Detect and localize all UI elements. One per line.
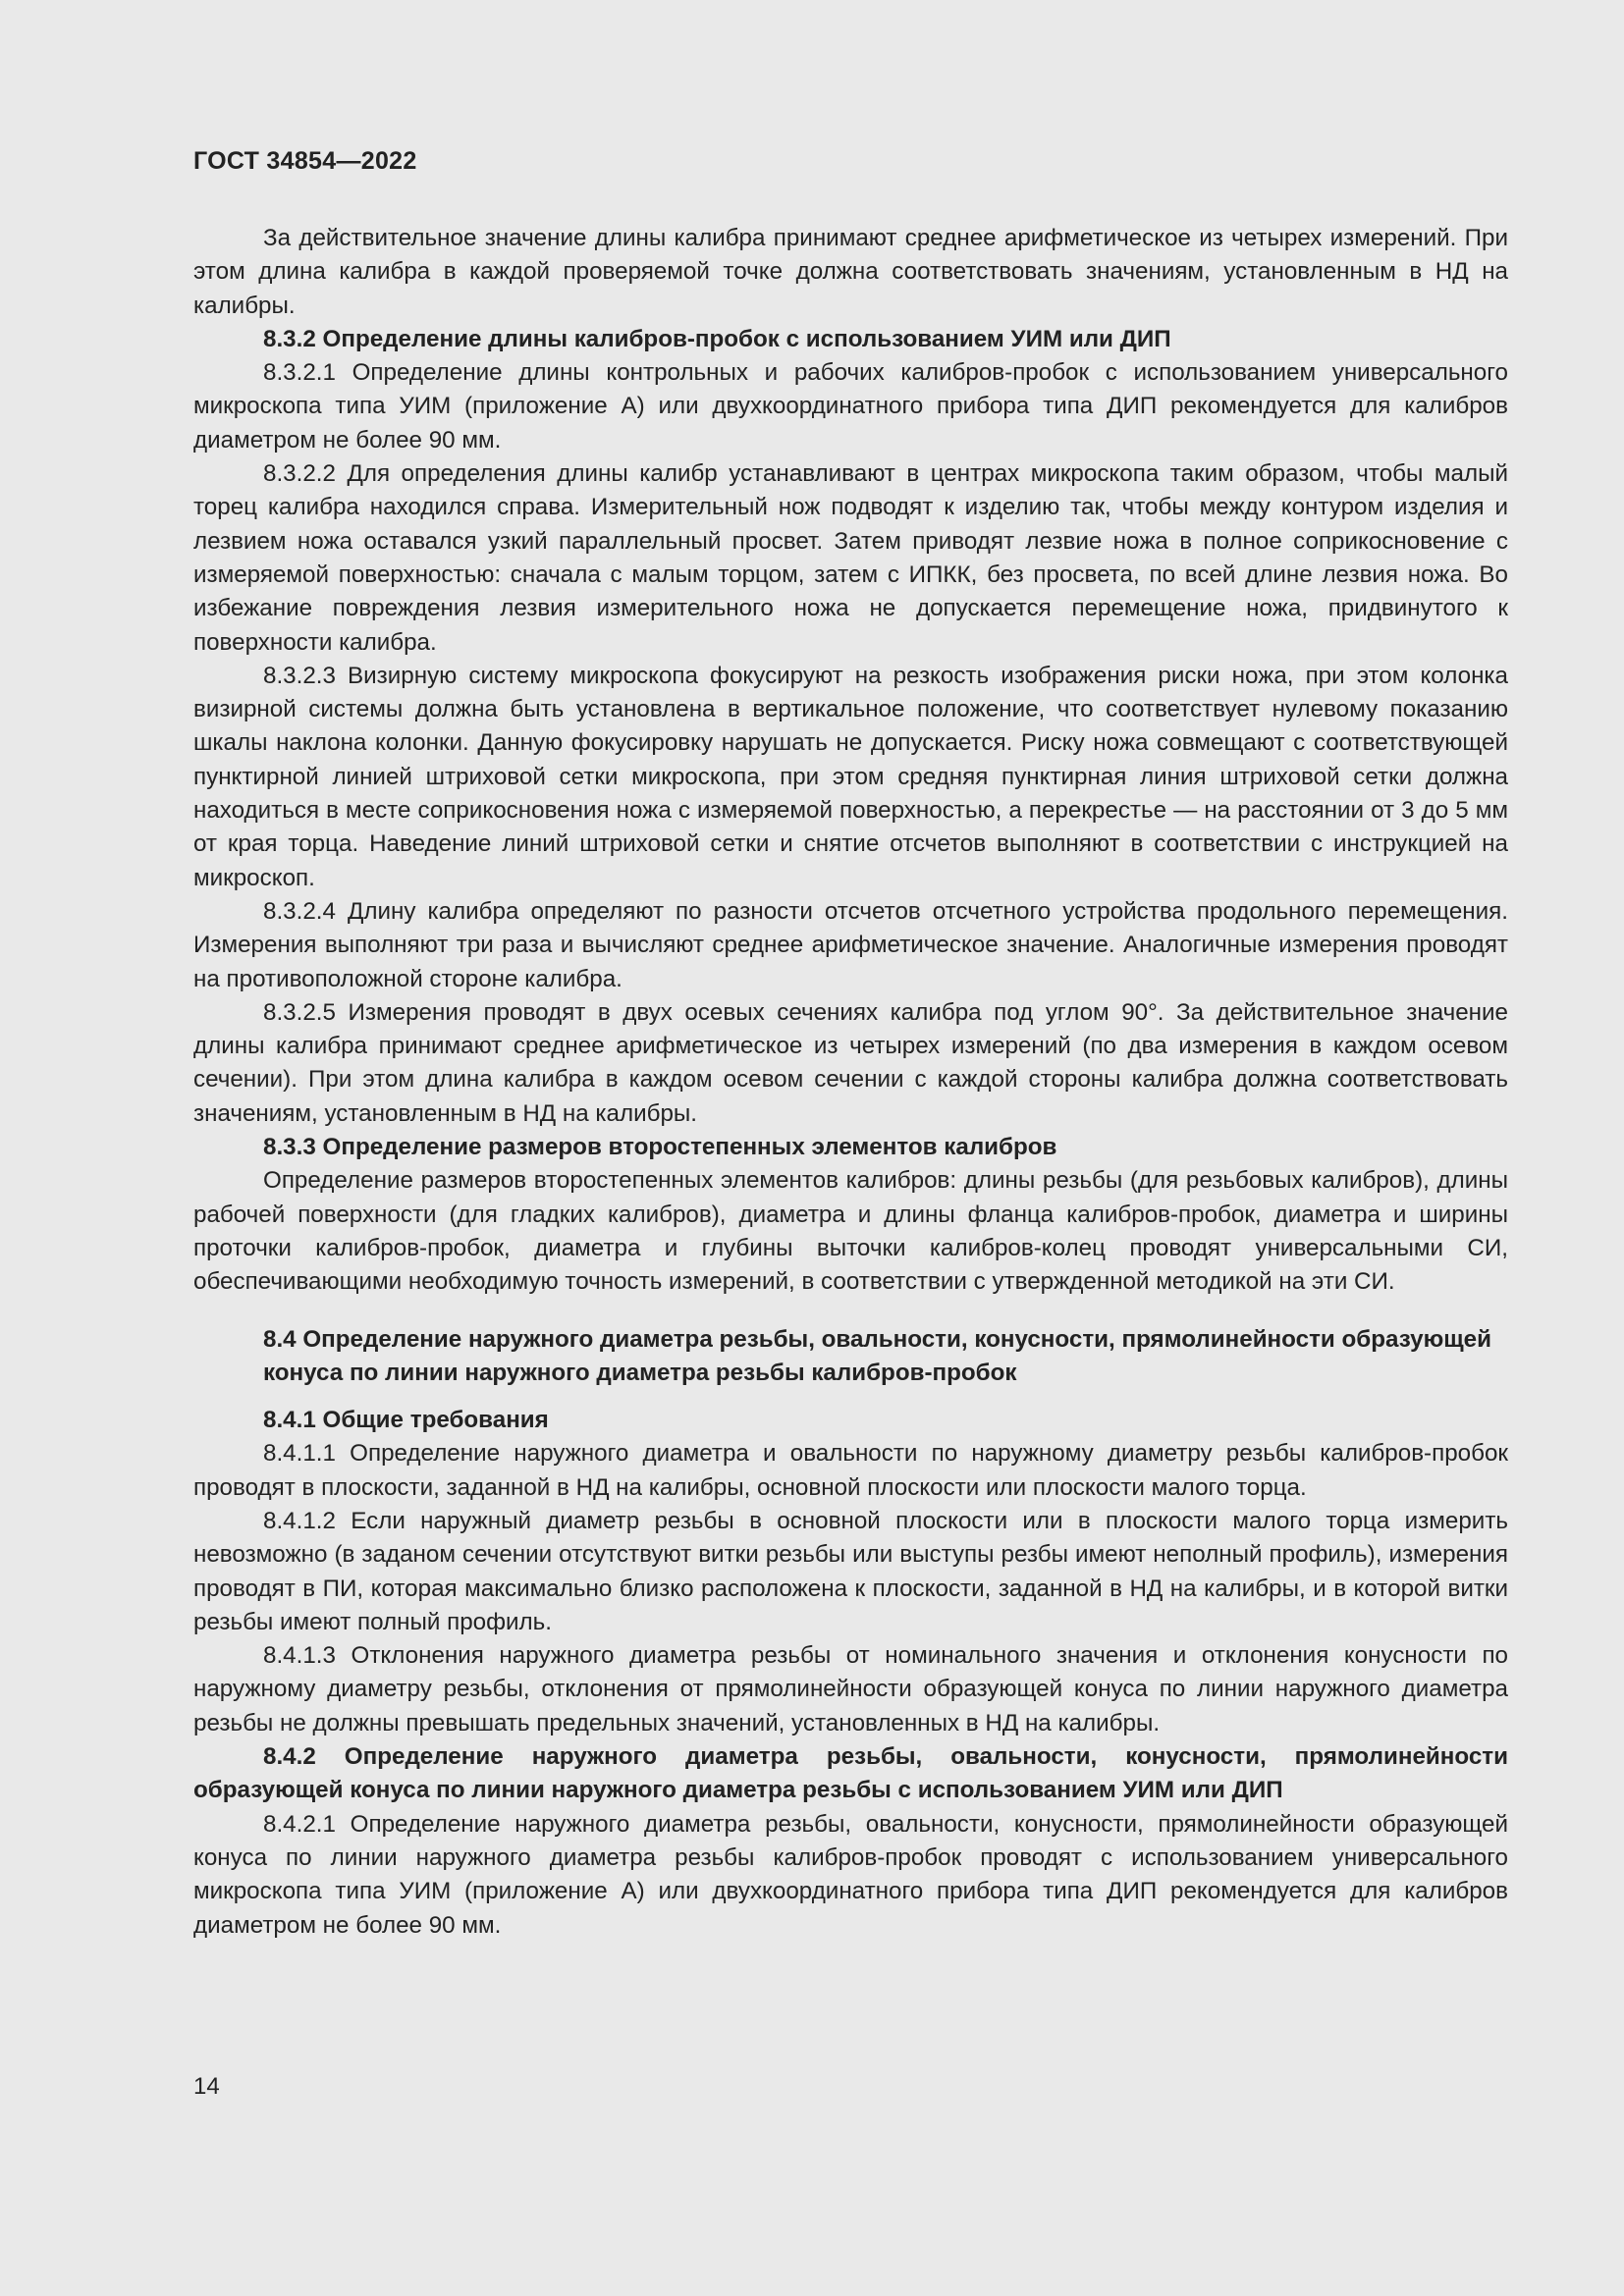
- paragraph-8-3-2-5: 8.3.2.5 Измерения проводят в двух осевых сечениях калибра под углом 90°. За действительное значение длины калибра принимают среднее арифметическое из четырех измерений (по два измерения в каждом осевом сечении). При этом длина калибра в каждом осевом сечении с каждой стороны калибра должна соответствовать значениям, установленным в НД на калибры.: [193, 998, 1508, 1127]
- paragraph-8-3-3: Определение размеров второстепенных элементов калибров: длины резьбы (для резьбовых калибров), длины рабочей поверхности (для гладких калибров), диаметра и длины фланца калибров-пробок, диаметра и ширины проточки калибров-пробок, диаметра и глубины выточки калибров-колец проводят универсальными СИ, обеспечивающими необходимую точность измерений, в соответствии с утвержденной методикой на эти СИ.: [193, 1167, 1508, 1296]
- paragraph-8-3-2-3: 8.3.2.3 Визирную систему микроскопа фокусируют на резкость изображения риски ножа, при этом колонка визирной системы должна быть установлена в вертикальное положение, что соответствует нулевому показанию шкалы наклона колонки. Данную фокусировку нарушать не допускается. Риску ножа совмещают с соответствующей пунктирной линией штриховой сетки микроскопа, при этом средняя пунктирная линия штриховой сетки должна находиться в месте соприкосновения ножа с измеряемой поверхностью, а перекрестье — на расстоянии от 3 до 5 мм от края торца. Наведение линий штриховой сетки и снятие отсчетов выполняют в соответствии с инструкцией на микроскоп.: [193, 662, 1508, 891]
- heading-8-4-1: 8.4.1 Общие требования: [263, 1407, 549, 1434]
- paragraph-intro: За действительное значение длины калибра принимают среднее арифметическое из четырех измерений. При этом длина калибра в каждой проверяемой точке должна соответствовать значениям, установленным в НД на калибры.: [193, 225, 1508, 319]
- paragraph-8-4-1-1: 8.4.1.1 Определение наружного диаметра и овальности по наружному диаметру резьбы калибров-пробок проводят в плоскости, заданной в НД на калибры, основной плоскости или плоскости малого торца.: [193, 1440, 1508, 1501]
- paragraph-8-3-2-2: 8.3.2.2 Для определения длины калибр устанавливают в центрах микроскопа таким образом, чтобы малый торец калибра находился справа. Измерительный нож подводят к изделию так, чтобы между контуром изделия и лезвием ножа оставался узкий параллельный просвет. Затем приводят лезвие ножа в полное соприкосновение с измеряемой поверхностью: сначала с малым торцом, затем с ИПКК, без просвета, по всей длине лезвия ножа. Во избежание повреждения лезвия измерительного ножа не допускается перемещение ножа, придвинутого к поверхности калибра.: [193, 460, 1508, 656]
- document-header: ГОСТ 34854—2022: [193, 147, 417, 175]
- paragraph-8-3-2-4: 8.3.2.4 Длину калибра определяют по разности отсчетов отсчетного устройства продольного перемещения. Измерения выполняют три раза и вычисляют среднее арифметическое значение. Аналогичные измерения проводят на противоположной стороне калибра.: [193, 897, 1508, 992]
- paragraph-8-4-1-3: 8.4.1.3 Отклонения наружного диаметра резьбы от номинального значения и отклонения конусности по наружному диаметру резьбы, отклонения от прямолинейности образующей конуса по линии наружного диаметра резьбы не должны превышать предельных значений, установленных в НД на калибры.: [193, 1642, 1508, 1736]
- paragraph-8-4-2-1: 8.4.2.1 Определение наружного диаметра резьбы, овальности, конусности, прямолинейности образующей конуса по линии наружного диаметра резьбы калибров-пробок проводят с использованием универсального микроскопа типа УИМ (приложение А) или двухкоординатного прибора типа ДИП рекомендуется для калибров диаметром не более 90 мм.: [193, 1810, 1508, 1939]
- heading-8-4: 8.4 Определение наружного диаметра резьбы, овальности, конусности, прямолинейности образующей конуса по линии наружного диаметра резьбы калибров-пробок: [263, 1325, 1492, 1386]
- heading-8-4-2: 8.4.2 Определение наружного диаметра резьбы, овальности, конусности, прямолинейности образующей конуса по линии наружного диаметра резьбы с использованием УИМ или ДИП: [193, 1743, 1508, 1804]
- heading-8-3-2: 8.3.2 Определение длины калибров-пробок с использованием УИМ или ДИП: [263, 325, 1171, 352]
- paragraph-8-4-1-2: 8.4.1.2 Если наружный диаметр резьбы в основной плоскости или в плоскости малого торца измерить невозможно (в заданом сечении отсутствуют витки резьбы или выступы резбы имеют неполный профиль), измерения проводят в ПИ, которая максимально близко расположена к плоскости, заданной в НД на калибры, и в которой витки резьбы имеют полный профиль.: [193, 1507, 1508, 1635]
- page-number: 14: [193, 2073, 220, 2100]
- paragraph-8-3-2-1: 8.3.2.1 Определение длины контрольных и рабочих калибров-пробок с использованием универсального микроскопа типа УИМ (приложение А) или двухкоординатного прибора типа ДИП рекомендуется для калибров диаметром не более 90 мм.: [193, 359, 1508, 454]
- heading-8-3-3: 8.3.3 Определение размеров второстепенных элементов калибров: [263, 1134, 1057, 1161]
- document-body: [193, 222, 1508, 1943]
